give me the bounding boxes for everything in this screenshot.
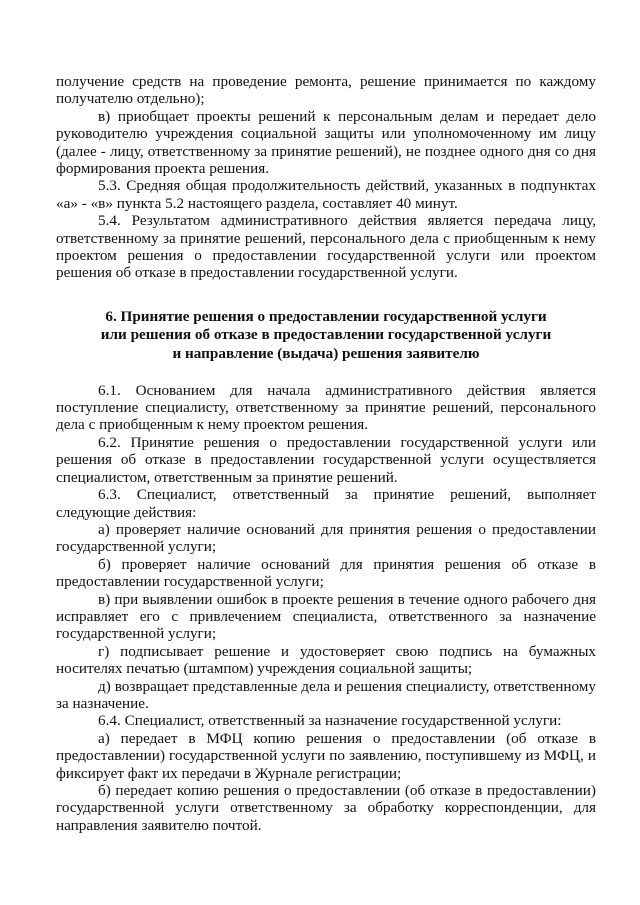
paragraph: 5.3. Средняя общая продолжительность действий, указанных в подпунктах «а» - «в» пункта 5.2 настоящего раздела, составляет 40 минут. — [56, 177, 596, 212]
paragraph: в) приобщает проекты решений к персональным делам и передает дело руководителю учреждения социальной защиты или уполномоченному им лицу (далее - лицу, ответственному за принятие решений), не позднее одного дня со дня формирования проекта решения. — [56, 107, 596, 178]
paragraph: 6.3. Специалист, ответственный за принятие решений, выполняет следующие действия: — [56, 486, 596, 521]
section-heading-line: или решения об отказе в предоставлении государственной услуги — [100, 326, 552, 344]
paragraph: г) подписывает решение и удостоверяет свою подпись на бумажных носителях печатью (штампом) учреждения социальной защиты; — [56, 642, 596, 678]
paragraph: получение средств на проведение ремонта, решение принимается по каждому получателю отдельно); — [56, 73, 596, 108]
paragraph: а) передает в МФЦ копию решения о предоставлении (об отказе в предоставлении) государственной услуги по заявлению, поступившему из МФЦ, и фиксирует факт их передачи в Журнале регистрации; — [56, 729, 596, 782]
paragraph: д) возвращает представленные дела и решения специалисту, ответственному за назначение. — [56, 677, 596, 712]
paragraph: б) проверяет наличие оснований для принятия решения об отказе в предоставлении государственной услуги; — [56, 555, 596, 591]
paragraph: б) передает копию решения о предоставлении (об отказе в предоставлении) государственной услуги ответственному за обработку корреспонденции, для направления заявителю почтой. — [56, 782, 596, 834]
section-heading-line: 6. Принятие решения о предоставлении государственной услуги — [105, 307, 547, 325]
paragraph: 6.2. Принятие решения о предоставлении государственной услуги или решения об отказе в предоставлении государственной услуги осуществляется специалистом, ответственным за принятие решений. — [56, 433, 596, 486]
section-heading-line: и направление (выдача) решения заявителю — [172, 345, 480, 363]
paragraph: 6.1. Основанием для начала административного действия является поступление специалисту, ответственному за принятие решений, персонального дела с приобщенным к нему проектом решения. — [56, 381, 596, 434]
paragraph: в) при выявлении ошибок в проекте решения в течение одного рабочего дня исправляет его с привлечением специалиста, ответственного за назначение государственной услуги; — [56, 590, 596, 643]
paragraph: 5.4. Результатом административного действия является передача лицу, ответственному за принятие решений, персонального дела с приобщенным к нему проектом решения о предоставлении государственной услуги или проектом решения об отказе в предоставлении государственной услуги. — [56, 212, 596, 282]
paragraph: а) проверяет наличие оснований для принятия решения о предоставлении государственной услуги; — [56, 520, 596, 556]
section-heading — [56, 308, 596, 364]
document-body — [56, 73, 596, 834]
paragraph: 6.4. Специалист, ответственный за назначение государственной услуги: — [98, 712, 562, 730]
